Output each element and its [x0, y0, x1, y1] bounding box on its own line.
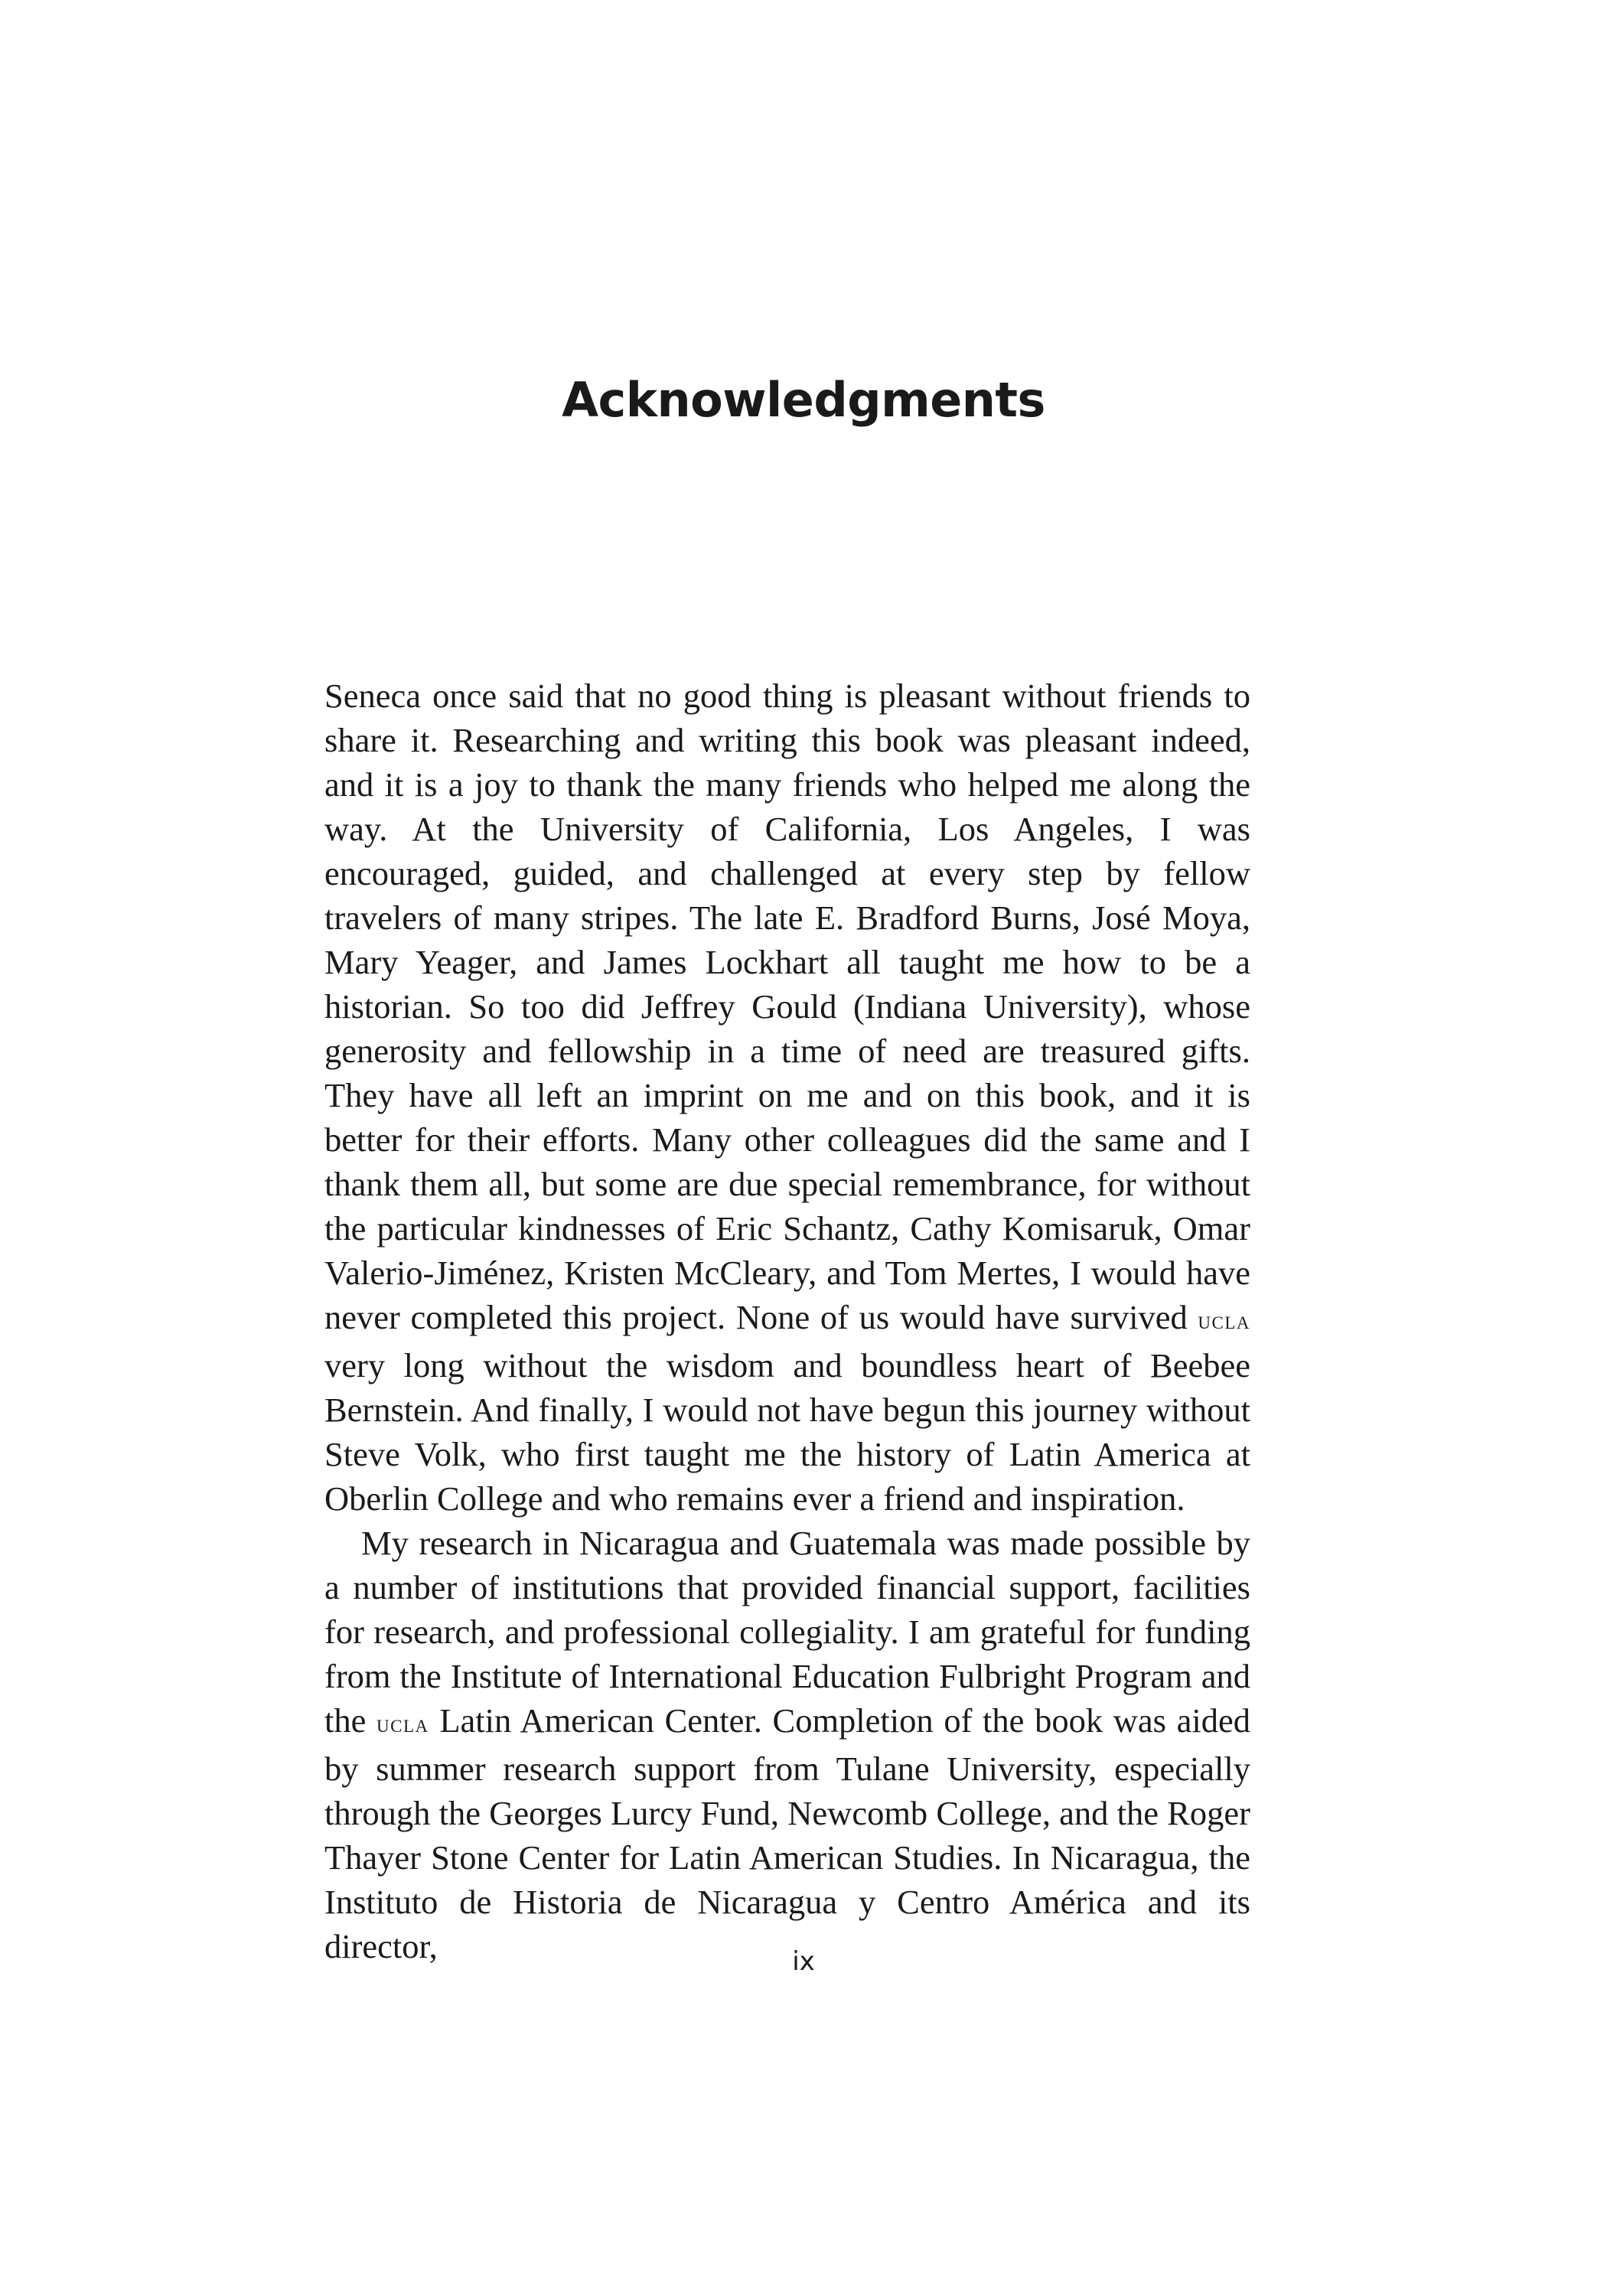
- paragraph-2-text-a: My research in Nicaragua and Guatemala was made possible by a number of institutions that provided financial support, facilities for research, and professional collegiality. I am grateful for funding from the Institute of International Education Fulbright Program and the: [324, 1524, 1250, 1740]
- paragraph-1-acronym: ucla: [1198, 1307, 1250, 1335]
- acknowledgments-body: [324, 673, 1250, 1968]
- paragraph-2: [324, 1521, 1250, 1968]
- paragraph-2-text-b: Latin American Center. Completion of the book was aided by summer research support from Tulane University, especially through the Georges Lurcy Fund, Newcomb College, and the Roger Thayer Stone Center for Latin American Studies. In Nicaragua, the Instituto de Historia de Nicaragua y Centro América and its director,: [324, 1701, 1250, 1965]
- paragraph-1-text-b: very long without the wisdom and boundless heart of Beebee Bernstein. And finally, I would not have begun this journey without Steve Volk, who first taught me the history of Latin America at Oberlin College and who remains ever a friend and inspiration.: [324, 1346, 1250, 1518]
- page-title: Acknowledgments: [562, 372, 1045, 428]
- paragraph-1: [324, 673, 1250, 1521]
- paragraph-1-text-a: Seneca once said that no good thing is pleasant without friends to share it. Researching and writing this book was pleasant indeed, and it is a joy to thank the many friends who helped me along the way. At the University of California, Los Angeles, I was encouraged, guided, and challenged at every step by fellow travelers of many stripes. The late E. Bradford Burns, José Moya, Mary Yeager, and James Lockhart all taught me how to be a historian. So too did Jeffrey Gould (Indiana University), whose generosity and fellowship in a time of need are treasured gifts. They have all left an imprint on me and on this book, and it is better for their efforts. Many other colleagues did the same and I thank them all, but some are due special remembrance, for without the particular kindnesses of Eric Schantz, Cathy Komisaruk, Omar Valerio-Jiménez, Kristen McCleary, and Tom Mertes, I would have never completed this project. None of us would have survived: [324, 677, 1250, 1336]
- paragraph-2-acronym: ucla: [376, 1711, 429, 1738]
- page-number: ix: [792, 1946, 815, 1977]
